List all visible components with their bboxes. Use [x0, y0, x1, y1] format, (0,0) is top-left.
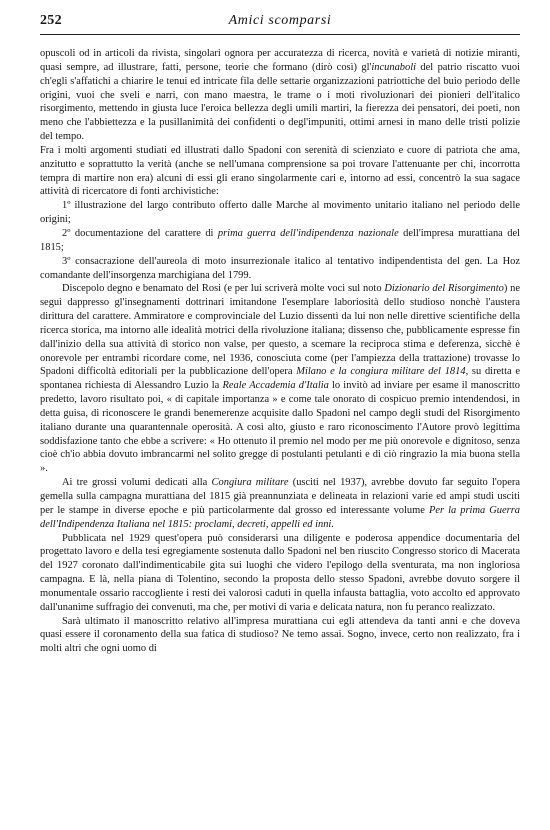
list-item-1 [40, 199, 520, 227]
paragraph-4-italic-2: Per la prima Guerra dell'Indipendenza Italiana nel 1815: proclami, decreti, appelli ed inni. [40, 504, 520, 530]
paragraph-2: Fra i molti argomenti studiati ed illustrati dallo Spadoni con serenità di scienziato e cuore di patriota che ama, anzitutto e soprattutto la verità (anche se nell'umana comprensione sa poi trovare l'attenuante per chi, incorrotta tempra di martire non era) alcuni di essi gli erano singolarmente cari e, intorno ad essi, concentrò la sua sagace attività di ricercatore di fonti archivistiche: [40, 144, 520, 198]
paragraph-4 [40, 476, 520, 531]
list-item-3-text: consacrazione dell'aureola di moto insurrezionale italico al tentativo indipendentista del gen. La Hoz comandante dell'insorgenza marchigiana del 1799. [40, 255, 520, 281]
body-text [40, 47, 520, 656]
paragraph-6: Sarà ultimato il manoscritto relativo all'impresa murattiana cui egli attendeva da tanti anni e che doveva quasi essere il coronamento della sua fatica di studioso? Ne temo assai. Sogno, invece, certo non realizzato, fra i molti altri che ogni uomo di [40, 615, 520, 655]
paragraph-4-text-b: (usciti nel 1937), avrebbe dovuto far seguito l'opera gemella sulla campagna murattiana del 1815 già preannunziata e delineata in relazioni varie ed ampi studi usciti per le stampe in diverse epoche e più particolarmente dal grosso ed interessante volume [40, 477, 520, 516]
paragraph-4-text-a: Ai tre grossi volumi dedicati alla [62, 477, 212, 489]
paragraph-1-text: opuscoli od in articoli da rivista, singolari ognora per accuratezza di ricerca, novità e varietà di notizie miranti, quasi sempre, ad illustrare, fatti, persone, teorie che formano (dirò così) gl' [40, 48, 520, 73]
list-item-1-label: 1º [62, 200, 71, 212]
paragraph-3-text-d: lo invitò ad inviare per esame il manoscritto predetto, lavoro risultato poi, « di capitale importanza » e come tale onorato di cospicuo premio intendendosi, in detta guisa, di riconoscere le grandi benemerenze acquisite dallo Spadoni nel campo degli studi del Risorgimento italiano durante una quarantennale operosità. A così alto, giusto e raro riconoscimento l'Autore provò legittima soddisfazione tanto che ebbe a scrivere: « Ho ottenuto il premio nel modo per me più onorevole e dignitoso, senza cioè ch'io abbia dovuto imbrancarmi nel solito gregge di postulanti petulanti e di ciò ringrazio la mia buona stella ». [40, 380, 520, 475]
list-item-2-label: 2º [62, 227, 71, 239]
paragraph-3-italic-2: Milano e la congiura militare del 1814 [296, 366, 466, 378]
list-item-2-text: documentazione del carattere di [70, 227, 218, 239]
paragraph-1 [40, 47, 520, 144]
page-number: 252 [40, 13, 62, 28]
paragraph-3-text-c: , su diretta e spontanea richiesta di Alessandro Luzio la [40, 366, 520, 392]
running-title: Amici scomparsi [228, 13, 332, 28]
paragraph-3-italic-1: Dizionario del Risorgimento [384, 283, 504, 295]
paragraph-3 [40, 282, 520, 476]
paragraph-3-text-b: ) ne seguì dappresso gl'insegnamenti dottrinari imitandone l'esemplare laboriosità dello studioso nonchè l'austera dirittura del carattere. Ammiratore e comprovinciale del Luzio dissentì da lui non nelle direttive scientifiche della ricerca storica, ma intorno alle idealità motrici della rivoluzione italiana; dissenso che, pubblicamente espresse fin dall'inizio della sua attività di storico non valse, per questo, a scemare la reciproca stima e deferenza, sicchè è onorevole per entrambi ricordare come, nel 1936, conosciuta come (per l'ampiezza della trattazione) trovasse lo Spadoni difficoltà editoriali per la pubblicazione dell'opera [40, 283, 521, 378]
paragraph-4-italic-1: Congiura militare [211, 477, 289, 489]
page-header [40, 14, 520, 35]
list-item-2-text-after: dell'impresa murattiana del 1815; [40, 227, 521, 253]
paragraph-3-italic-3: Reale Accademia d'Italia [222, 380, 329, 392]
list-item-1-text: illustrazione del largo contributo offerto dalle Marche al movimento unitario italiano nel periodo delle origini; [40, 200, 520, 226]
paragraph-1-rest: del patrio riscatto vuoi ch'egli s'affatichi a chiarire le tenui ed intricate fila delle settarie organizzazioni patriottiche del buio periodo delle origini, vuoi che sveli e narri, con mano maestra, le trame o i moti rivoluzionari dei pionieri dell'italico risorgimento, mettendo in giusta luce l'eroica bellezza degli umili martiri, la fierezza dei pensatori, dei poeti, non meno che l'abbiettezza e la pusillanimità dei confidenti o degl'impuniti, ottimi arnesi in mano delle tristi polizie del tempo. [40, 61, 520, 143]
paragraph-3-text-a: Discepolo degno e benamato del Rosi (e per lui scriverà molte voci sul noto [62, 283, 385, 295]
list-item-2 [40, 227, 520, 255]
list-item-3 [40, 255, 520, 283]
paragraph-5: Pubblicata nel 1929 quest'opera può considerarsi una diligente e poderosa appendice documentaria del progettato lavoro e della tesi egregiamente sostenuta dallo Spadoni nel ben riuscito Congresso storico di Macerata del 1927 coronato dall'indimenticabile gita sui luoghi che videro l'epilogo della sventurata, ma non ingloriosa campagna. E là, nella piana di Tolentino, secondo la proposta dello stesso Spadoni, avrebbe dovuto sorgere il monumentale ossario raccogliente i resti dei valorosi caduti in quella infausta battaglia, voto accolto ed approvato dall'unanime suffragio dei convenuti, ma che, per motivi di varia e delicata natura, non fu peranco realizzato. [40, 532, 520, 613]
list-item-3-label: 3º [62, 255, 71, 267]
paragraph-1-italic: incunaboli [371, 61, 417, 73]
list-item-2-italic: prima guerra dell'indipendenza nazionale [217, 227, 399, 239]
